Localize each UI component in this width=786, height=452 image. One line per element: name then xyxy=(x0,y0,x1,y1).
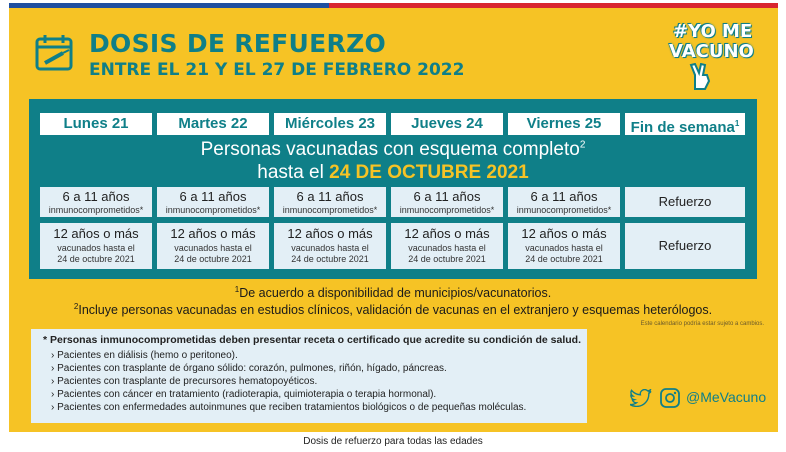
age-note-line1: vacunados hasta el xyxy=(291,243,369,253)
age-note-line2: 24 de octubre 2021 xyxy=(525,254,603,264)
age-note-line2: 24 de octubre 2021 xyxy=(291,254,369,264)
cell-row1-martes xyxy=(157,187,269,217)
age-note: inmunocomprometidos* xyxy=(282,205,378,215)
age-note-line2: 24 de octubre 2021 xyxy=(174,254,252,264)
cell-row1-fin-de-semana xyxy=(625,187,745,217)
age-note-line1: vacunados hasta el xyxy=(408,243,486,253)
age-note: inmunocomprometidos* xyxy=(516,205,612,215)
immuno-note-title: * Personas inmunocomprometidas deben presentar receta o certificado que acredite su condición de salud. xyxy=(43,334,581,346)
cell-row2-martes xyxy=(157,223,269,269)
footnote-2 xyxy=(29,302,757,317)
cell-row2-jueves xyxy=(391,223,503,269)
day-header-viernes: Viernes 25 xyxy=(508,113,620,135)
social-handles xyxy=(628,387,768,409)
calendar-syringe-icon xyxy=(35,33,75,71)
immuno-item: › Pacientes con cáncer en tratamiento (radioterapia, quimioterapia o terapia hormonal). xyxy=(51,389,437,400)
age-range: 12 años o más xyxy=(170,226,256,241)
immuno-item: › Pacientes con enfermedades autoinmunes que reciben tratamientos biológicos o de pequeñas moléculas. xyxy=(51,402,527,413)
cell-row1-viernes xyxy=(508,187,620,217)
flag-bar-blue xyxy=(9,3,329,8)
age-note-line2: 24 de octubre 2021 xyxy=(408,254,486,264)
persons-heading-line1 xyxy=(29,139,757,161)
age-note: inmunocomprometidos* xyxy=(399,205,495,215)
cell-row1-miercoles xyxy=(274,187,386,217)
instagram-icon xyxy=(660,388,680,408)
age-range: 6 a 11 años xyxy=(413,189,481,204)
age-note: inmunocomprometidos* xyxy=(165,205,261,215)
logo-line-1: #YO ME xyxy=(673,21,753,42)
persons-heading-line2 xyxy=(29,162,757,184)
age-range: 12 años o más xyxy=(404,226,490,241)
age-note-line2: 24 de octubre 2021 xyxy=(57,254,135,264)
footnote-1-text: De acuerdo a disponibilidad de municipios/vacunatorios. xyxy=(239,286,552,301)
day-header-lunes: Lunes 21 xyxy=(40,113,152,135)
immuno-item: › Pacientes en diálisis (hemo o peritoneo). xyxy=(51,350,238,361)
footnote-1-mark: 1 xyxy=(234,285,240,294)
flag-bar-red xyxy=(329,3,778,8)
logo-line-2: VACUNO xyxy=(669,41,754,62)
refuerzo-label: Refuerzo xyxy=(658,194,712,209)
victory-hand-icon xyxy=(683,63,723,91)
weekend-label: Fin de semana xyxy=(630,119,735,136)
persons-until: hasta el xyxy=(257,162,330,183)
age-note-line1: vacunados hasta el xyxy=(525,243,603,253)
immunocompromised-notes xyxy=(31,329,587,423)
twitter-icon xyxy=(630,389,652,407)
age-range: 12 años o más xyxy=(521,226,607,241)
immuno-item: › Pacientes con trasplante de precursores hematopoyéticos. xyxy=(51,376,318,387)
footnote-2-mark: 2 xyxy=(73,302,79,311)
calendar-change-note: Este calendario podría estar sujeto a cambios. xyxy=(640,321,764,327)
immuno-item: › Pacientes con trasplante de órgano sólido: corazón, pulmones, riñón, hígado, páncreas. xyxy=(51,363,447,374)
day-header-jueves: Jueves 24 xyxy=(391,113,503,135)
footnote-1 xyxy=(29,285,757,300)
image-caption: Dosis de refuerzo para todas las edades xyxy=(303,436,483,447)
cell-row1-lunes xyxy=(40,187,152,217)
cell-row2-fin-de-semana xyxy=(625,223,745,269)
booster-calendar-poster xyxy=(9,3,778,432)
age-range: 12 años o más xyxy=(287,226,373,241)
cell-row2-miercoles xyxy=(274,223,386,269)
age-note-line1: vacunados hasta el xyxy=(174,243,252,253)
footnote-2-text: Incluye personas vacunadas en estudios clínicos, validación de vacunas en el extranjero y esquemas heterólogos. xyxy=(78,303,713,318)
persons-footnote-mark: 2 xyxy=(579,139,586,151)
weekend-footnote-mark: 1 xyxy=(734,119,740,128)
age-range: 6 a 11 años xyxy=(530,189,598,204)
day-header-martes: Martes 22 xyxy=(157,113,269,135)
cell-row2-lunes xyxy=(40,223,152,269)
persons-text: Personas vacunadas con esquema completo xyxy=(200,139,580,160)
age-range: 12 años o más xyxy=(53,226,139,241)
date-range-subtitle: ENTRE EL 21 Y EL 27 DE FEBRERO 2022 xyxy=(89,60,465,80)
age-note-line1: vacunados hasta el xyxy=(57,243,135,253)
age-range: 6 a 11 años xyxy=(179,189,247,204)
yo-me-vacuno-logo xyxy=(665,17,761,91)
schedule-table xyxy=(29,99,757,279)
cutoff-date: 24 DE OCTUBRE 2021 xyxy=(329,162,529,183)
social-handle: @MeVacuno xyxy=(686,389,767,405)
day-header-miercoles: Miércoles 23 xyxy=(274,113,386,135)
cell-row2-viernes xyxy=(508,223,620,269)
day-header-fin-de-semana xyxy=(625,113,745,135)
page-title: DOSIS DE REFUERZO xyxy=(89,29,387,58)
age-note: inmunocomprometidos* xyxy=(48,205,144,215)
age-range: 6 a 11 años xyxy=(62,189,130,204)
age-range: 6 a 11 años xyxy=(296,189,364,204)
refuerzo-label: Refuerzo xyxy=(658,238,712,253)
cell-row1-jueves xyxy=(391,187,503,217)
